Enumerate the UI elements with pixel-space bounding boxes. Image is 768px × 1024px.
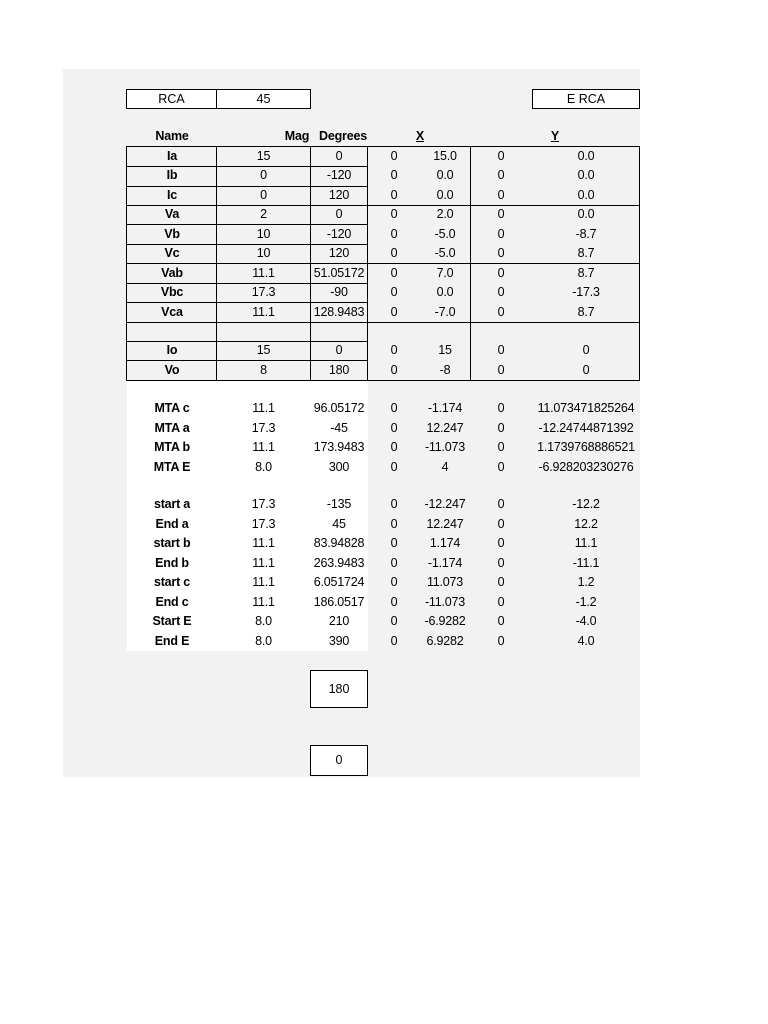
bound-y0-cell: 0 <box>497 614 505 628</box>
bound-mag-cell: 17.3 <box>251 516 276 531</box>
phasor-x-cell: 15.0 <box>433 149 457 163</box>
grid-line <box>126 341 368 342</box>
phasor-mag-cell: 17.3 <box>251 285 276 300</box>
mta-deg-cell: 96.05172 <box>313 401 365 415</box>
mta-x-cell: -1.174 <box>427 401 463 415</box>
phasor-y0-cell: 0 <box>497 149 505 163</box>
mta-x0-cell: 0 <box>390 401 398 415</box>
grid-line <box>470 146 471 381</box>
bound-y-cell: 4.0 <box>577 633 595 648</box>
phasor-x0-cell: 0 <box>390 187 398 202</box>
grid-line <box>126 224 368 225</box>
bound-name-cell: start a <box>153 497 191 511</box>
bound-x-cell: 6.9282 <box>426 633 464 648</box>
mta-x-cell: 12.247 <box>426 420 464 435</box>
phasor-x0-cell: 0 <box>390 149 398 163</box>
rca-value-cell: 45 <box>216 89 311 109</box>
phasor-mag-cell: 15 <box>256 149 271 163</box>
bound-deg-cell: 210 <box>328 614 350 628</box>
phasor-x-cell: -5.0 <box>434 226 456 241</box>
name-column-header: Name <box>155 129 189 143</box>
mta-name-cell: MTA b <box>154 440 190 454</box>
grid-line <box>216 146 217 381</box>
grid-line <box>368 322 640 323</box>
mta-name-cell: MTA a <box>154 420 190 435</box>
bound-name-cell: Start E <box>152 614 192 628</box>
phasor-name-cell: Vb <box>164 226 180 241</box>
phasor-mag-cell: 10 <box>256 246 271 261</box>
bound-y-cell: -12.2 <box>572 497 600 511</box>
grid-line <box>368 380 640 381</box>
phasor-y0-cell: 0 <box>497 187 505 202</box>
bound-y0-cell: 0 <box>497 516 505 531</box>
phasor-x-cell: 0.0 <box>436 168 454 183</box>
mta-y-cell: -12.24744871392 <box>538 420 634 435</box>
phasor-name-cell: Vca <box>161 304 183 319</box>
phasor-y-cell: 8.7 <box>577 304 595 319</box>
bound-mag-cell: 8.0 <box>255 633 272 648</box>
sequence-deg-cell: 180 <box>328 362 350 377</box>
x-column-header: X <box>415 129 425 143</box>
bound-mag-cell: 11.1 <box>252 555 275 570</box>
mta-x0-cell: 0 <box>390 420 398 435</box>
phasor-x0-cell: 0 <box>390 226 398 241</box>
grid-line <box>126 205 368 206</box>
grid-line <box>126 186 368 187</box>
mta-y0-cell: 0 <box>497 401 505 415</box>
phasor-y-cell: 0.0 <box>577 207 595 222</box>
sequence-mag-cell: 8 <box>260 362 267 377</box>
mta-y0-cell: 0 <box>497 440 505 454</box>
phasor-name-cell: Ib <box>166 168 178 183</box>
phasor-y0-cell: 0 <box>497 265 505 280</box>
phasor-x0-cell: 0 <box>390 246 398 261</box>
mta-deg-cell: 300 <box>328 459 350 474</box>
phasor-deg-cell: -90 <box>330 285 348 300</box>
bound-y-cell: 11.1 <box>574 536 598 550</box>
phasor-mag-cell: 0 <box>260 168 267 183</box>
bound-y-cell: 1.2 <box>577 575 595 589</box>
mta-mag-cell: 17.3 <box>251 420 276 435</box>
sequence-x-cell: 15 <box>438 343 452 357</box>
phasor-deg-cell: -120 <box>326 168 352 183</box>
bound-y0-cell: 0 <box>497 536 505 550</box>
phasor-y-cell: 0.0 <box>577 149 595 163</box>
grid-line <box>126 146 127 381</box>
mta-x0-cell: 0 <box>390 440 398 454</box>
phasor-y-cell: -8.7 <box>575 226 597 241</box>
mta-mag-cell: 11.1 <box>252 401 275 415</box>
grid-line <box>639 146 640 381</box>
sequence-y0-cell: 0 <box>497 362 505 377</box>
phasor-mag-cell: 11.1 <box>252 265 275 280</box>
bound-y-cell: 12.2 <box>574 516 598 531</box>
degrees-column-header: Degrees <box>319 129 367 143</box>
phasor-x0-cell: 0 <box>390 168 398 183</box>
bound-x0-cell: 0 <box>390 633 398 648</box>
bound-deg-cell: 186.0517 <box>313 594 365 609</box>
phasor-deg-cell: -120 <box>326 226 352 241</box>
phasor-x0-cell: 0 <box>390 265 398 280</box>
bound-x0-cell: 0 <box>390 575 398 589</box>
mta-y0-cell: 0 <box>497 420 505 435</box>
mta-y-cell: -6.928203230276 <box>538 459 634 474</box>
phasor-y-cell: 0.0 <box>577 187 595 202</box>
phasor-mag-cell: 11.1 <box>252 304 275 319</box>
phasor-y0-cell: 0 <box>497 285 505 300</box>
bound-x-cell: -12.247 <box>424 497 466 511</box>
bound-deg-cell: -135 <box>326 497 352 511</box>
phasor-name-cell: Ia <box>166 149 178 163</box>
phasor-y-cell: 8.7 <box>577 246 595 261</box>
sequence-mag-cell: 15 <box>256 343 271 357</box>
mta-x0-cell: 0 <box>390 459 398 474</box>
bound-y0-cell: 0 <box>497 633 505 648</box>
bound-mag-cell: 11.1 <box>252 575 275 589</box>
phasor-name-cell: Vc <box>164 246 180 261</box>
phasor-deg-cell: 120 <box>328 246 350 261</box>
grid-line <box>126 360 368 361</box>
bound-y-cell: -4.0 <box>575 614 597 628</box>
bound-name-cell: End b <box>155 555 189 570</box>
bound-deg-cell: 390 <box>328 633 350 648</box>
bound-y0-cell: 0 <box>497 497 505 511</box>
bound-y-cell: -1.2 <box>575 594 597 609</box>
mta-y0-cell: 0 <box>497 459 505 474</box>
phasor-x-cell: 0.0 <box>436 187 454 202</box>
sequence-x0-cell: 0 <box>390 362 398 377</box>
phasor-x-cell: 0.0 <box>436 285 454 300</box>
bound-x0-cell: 0 <box>390 497 398 511</box>
grid-line <box>368 263 640 264</box>
grid-line <box>368 146 640 147</box>
sequence-y0-cell: 0 <box>497 343 505 357</box>
bound-y0-cell: 0 <box>497 555 505 570</box>
phasor-deg-cell: 51.05172 <box>313 265 365 280</box>
phasor-y-cell: 0.0 <box>577 168 595 183</box>
grid-line <box>126 302 368 303</box>
phasor-deg-cell: 128.9483 <box>313 304 365 319</box>
phasor-y-cell: 8.7 <box>577 265 595 280</box>
mta-x-cell: -11.073 <box>424 440 466 454</box>
bound-deg-cell: 83.94828 <box>313 536 365 550</box>
angle-box-0: 0 <box>310 745 368 776</box>
phasor-x-cell: -7.0 <box>434 304 456 319</box>
bound-x-cell: 1.174 <box>429 536 461 550</box>
bound-mag-cell: 11.1 <box>252 594 275 609</box>
phasor-x0-cell: 0 <box>390 285 398 300</box>
grid-line <box>126 263 368 264</box>
bound-x-cell: 12.247 <box>426 516 464 531</box>
bound-x0-cell: 0 <box>390 536 398 550</box>
phasor-y0-cell: 0 <box>497 207 505 222</box>
bound-deg-cell: 45 <box>332 516 346 531</box>
phasor-name-cell: Va <box>164 207 180 222</box>
bound-x0-cell: 0 <box>390 516 398 531</box>
mag-column-header: Mag <box>284 129 310 143</box>
bound-name-cell: End c <box>155 594 189 609</box>
grid-line <box>126 244 368 245</box>
mta-deg-cell: -45 <box>330 420 348 435</box>
bound-name-cell: start c <box>153 575 191 589</box>
phasor-mag-cell: 0 <box>260 187 267 202</box>
bound-x-cell: 11.073 <box>426 575 464 589</box>
bound-name-cell: End a <box>155 516 189 531</box>
erca-label-cell: E RCA <box>532 89 640 109</box>
phasor-name-cell: Vbc <box>160 285 184 300</box>
sequence-x0-cell: 0 <box>390 343 398 357</box>
bound-y-cell: -11.1 <box>572 555 600 570</box>
sequence-name-cell: Io <box>166 343 178 357</box>
bound-mag-cell: 8.0 <box>255 614 272 628</box>
mta-y-cell: 11.073471825264 <box>537 401 635 415</box>
phasor-x0-cell: 0 <box>390 207 398 222</box>
phasor-name-cell: Ic <box>166 187 178 202</box>
phasor-y0-cell: 0 <box>497 246 505 261</box>
mta-x-cell: 4 <box>441 459 449 474</box>
angle-box-180: 180 <box>310 670 368 708</box>
bound-y0-cell: 0 <box>497 575 505 589</box>
phasor-y0-cell: 0 <box>497 304 505 319</box>
grid-line <box>126 283 368 284</box>
bound-deg-cell: 6.051724 <box>313 575 365 589</box>
phasor-x-cell: -5.0 <box>434 246 456 261</box>
grid-line <box>310 146 311 381</box>
bound-x-cell: -6.9282 <box>424 614 466 628</box>
phasor-x0-cell: 0 <box>390 304 398 319</box>
bound-x0-cell: 0 <box>390 555 398 570</box>
phasor-x-cell: 7.0 <box>436 265 454 280</box>
phasor-deg-cell: 120 <box>328 187 350 202</box>
grid-line <box>368 205 640 206</box>
sequence-deg-cell: 0 <box>335 343 343 357</box>
bound-mag-cell: 11.1 <box>252 536 275 550</box>
sequence-x-cell: -8 <box>439 362 451 377</box>
y-column-header: Y <box>550 129 560 143</box>
grid-line <box>367 146 368 381</box>
phasor-x-cell: 2.0 <box>436 207 454 222</box>
bound-y0-cell: 0 <box>497 594 505 609</box>
phasor-mag-cell: 2 <box>260 207 267 222</box>
bound-mag-cell: 17.3 <box>251 497 276 511</box>
mta-mag-cell: 8.0 <box>255 459 272 474</box>
bound-deg-cell: 263.9483 <box>313 555 365 570</box>
phasor-deg-cell: 0 <box>335 207 343 222</box>
sequence-y-cell: 0 <box>582 343 590 357</box>
phasor-y0-cell: 0 <box>497 226 505 241</box>
phasor-deg-cell: 0 <box>335 149 343 163</box>
mta-name-cell: MTA c <box>154 401 190 415</box>
grid-line <box>126 322 368 323</box>
bound-x0-cell: 0 <box>390 614 398 628</box>
mta-deg-cell: 173.9483 <box>313 440 365 454</box>
bound-x-cell: -11.073 <box>424 594 466 609</box>
grid-line <box>126 166 368 167</box>
bound-x0-cell: 0 <box>390 594 398 609</box>
phasor-y0-cell: 0 <box>497 168 505 183</box>
mta-name-cell: MTA E <box>153 459 191 474</box>
grid-line <box>126 380 368 381</box>
rca-label-cell: RCA <box>126 89 217 109</box>
bound-x-cell: -1.174 <box>427 555 463 570</box>
sequence-name-cell: Vo <box>164 362 180 377</box>
grid-line <box>126 146 368 147</box>
bound-name-cell: start b <box>153 536 191 550</box>
phasor-y-cell: -17.3 <box>572 285 600 300</box>
mta-y-cell: 1.1739768886521 <box>537 440 635 454</box>
bound-name-cell: End E <box>154 633 190 648</box>
phasor-name-cell: Vab <box>161 265 183 280</box>
phasor-mag-cell: 10 <box>256 226 271 241</box>
mta-mag-cell: 11.1 <box>252 440 275 454</box>
sequence-y-cell: 0 <box>582 362 590 377</box>
